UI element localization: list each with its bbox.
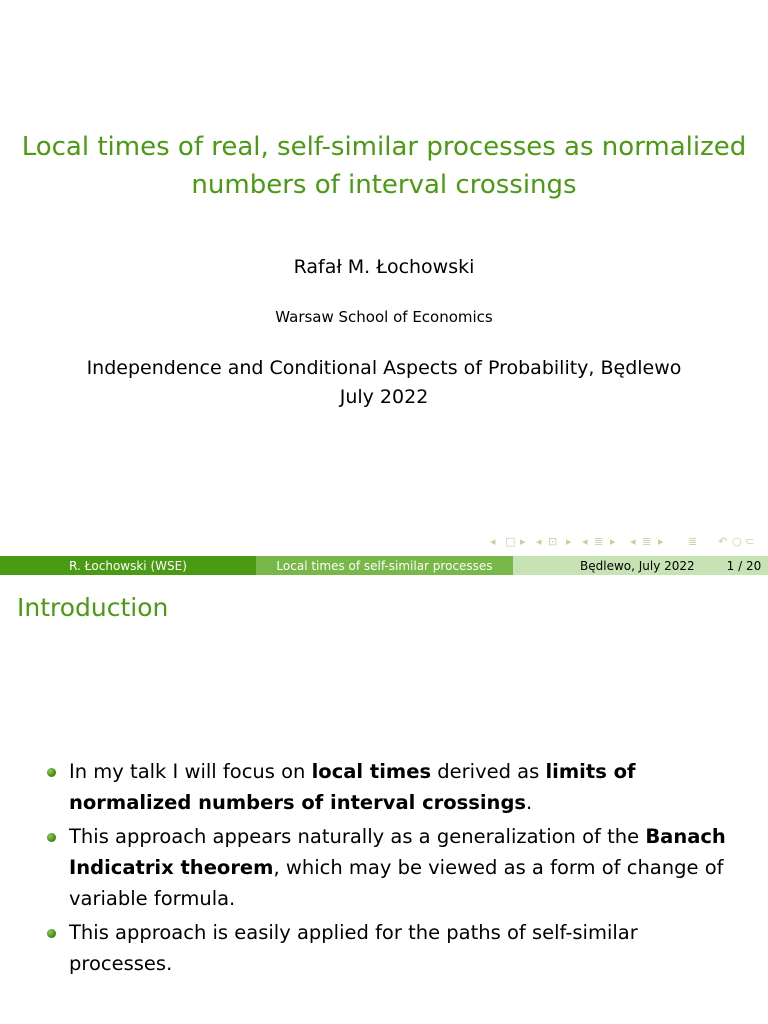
footer-short-title — [256, 556, 513, 575]
bullet-bold-text: limits of normalized numbers of interval crossings — [69, 760, 636, 814]
bullet-icon — [47, 929, 56, 938]
bullet-text: This approach is easily applied for the paths of self-similar processes. — [69, 921, 638, 975]
footer-date: Będlewo, July 2022 — [580, 558, 695, 573]
slide-title — [0, 128, 768, 204]
bullet-text: . — [526, 791, 533, 814]
bullet-bold-text: local times — [311, 760, 432, 783]
nav-prev-subsection-icon[interactable]: ◂ — [582, 535, 588, 548]
nav-next-slide-icon[interactable]: ▸ — [566, 535, 572, 548]
nav-prev-frame-icon[interactable]: ◂ — [490, 535, 496, 548]
list-item — [45, 756, 745, 818]
bullet-icon — [47, 768, 56, 777]
nav-document-icon[interactable]: ≣ — [688, 535, 698, 548]
nav-frame-icon[interactable]: □ — [505, 535, 516, 548]
nav-forward-icon[interactable]: ⊂ — [745, 535, 755, 548]
nav-search-icon[interactable]: ○ — [732, 535, 742, 548]
event-date: July 2022 — [339, 386, 429, 408]
nav-slide-icon[interactable]: ⊡ — [548, 535, 558, 548]
nav-next-frame-icon[interactable]: ▸ — [520, 535, 526, 548]
event-name: Independence and Conditional Aspects of Probability, Będlewo — [86, 357, 682, 379]
slide-footer — [0, 556, 768, 575]
bullet-icon — [47, 833, 56, 842]
nav-back-icon[interactable]: ↶ — [718, 535, 728, 548]
bullet-text: derived as — [431, 760, 546, 783]
nav-next-section-icon[interactable]: ▸ — [658, 535, 664, 548]
list-item — [45, 821, 745, 914]
bullet-text: , which may be viewed as a form of change of variable formula. — [69, 856, 724, 910]
bullet-text: In my talk I will focus on — [69, 760, 312, 783]
bullet-bold-text: Banach Indicatrix theorem — [69, 825, 726, 879]
nav-prev-section-icon[interactable]: ◂ — [630, 535, 636, 548]
nav-prev-slide-icon[interactable]: ◂ — [536, 535, 542, 548]
title-line-2: numbers of interval crossings — [191, 170, 577, 200]
bullet-list — [45, 756, 745, 982]
nav-section-icon[interactable]: ≣ — [642, 535, 652, 548]
footer-date-page — [513, 556, 768, 575]
bullet-text: This approach appears naturally as a generalization of the — [69, 825, 646, 848]
footer-short-title-text: Local times of self-similar processes — [276, 558, 493, 573]
nav-subsection-icon[interactable]: ≣ — [594, 535, 604, 548]
footer-page-number: 1 / 20 — [726, 558, 762, 573]
institution: Warsaw School of Economics — [275, 308, 493, 326]
footer-author — [0, 556, 256, 575]
nav-next-subsection-icon[interactable]: ▸ — [610, 535, 616, 548]
section-heading: Introduction — [17, 593, 169, 622]
author-name: Rafał M. Łochowski — [293, 256, 475, 278]
event-info — [0, 354, 768, 412]
title-line-1: Local times of real, self-similar processes as normalized — [21, 132, 747, 162]
list-item — [45, 917, 745, 979]
beamer-navigation-symbols — [490, 535, 760, 551]
footer-author-text: R. Łochowski (WSE) — [69, 558, 187, 573]
